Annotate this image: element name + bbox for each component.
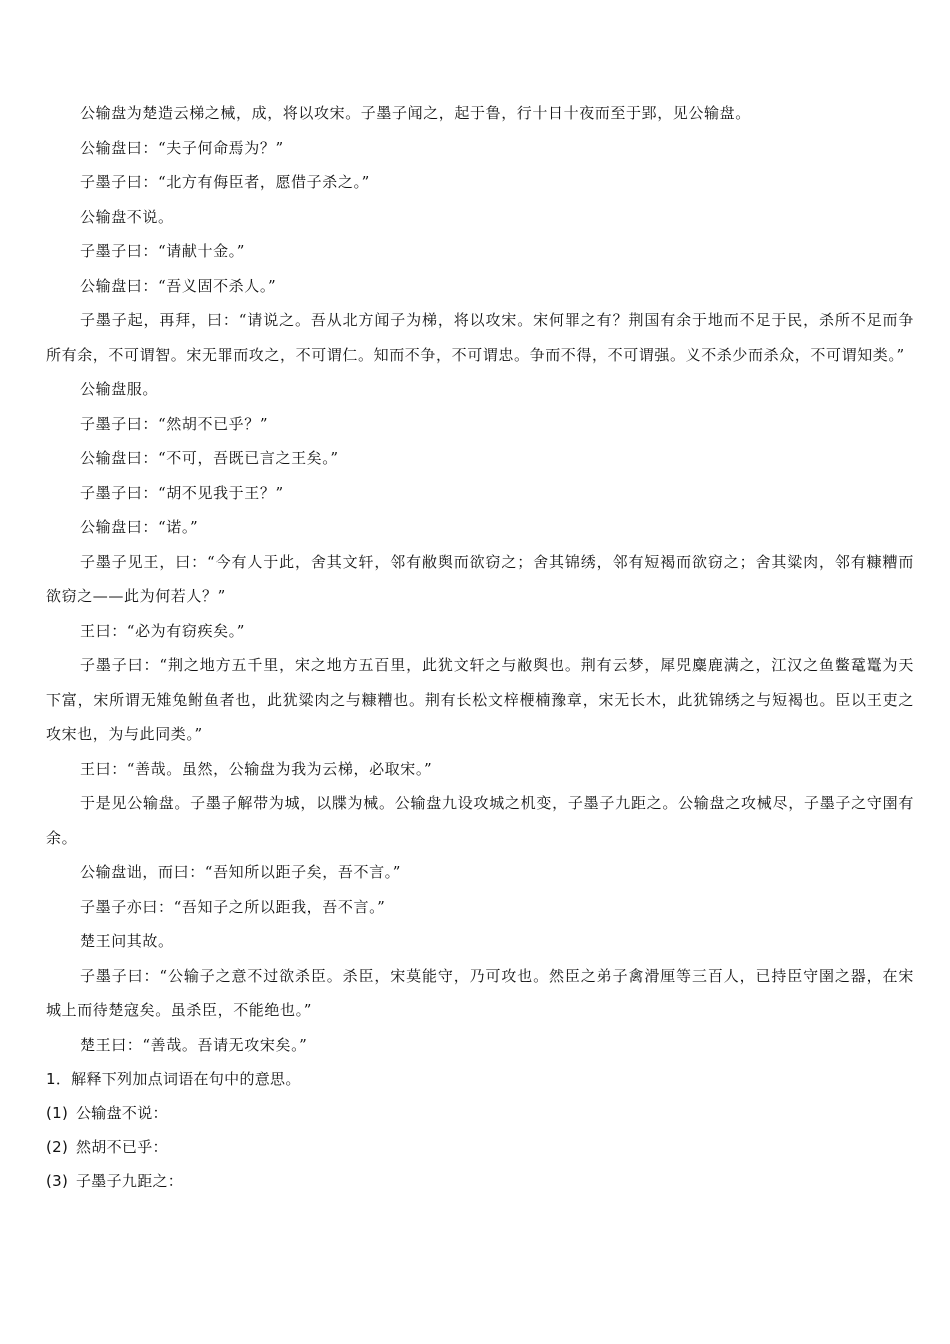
passage-paragraph: 公输盘曰：“夫子何命焉为？” [80,138,284,157]
document-page [46,96,914,1198]
passage-paragraph: 公输盘不说。 [80,207,174,226]
question-item-text: 然胡不已乎： [76,1138,168,1156]
passage-paragraph: 公输盘服。 [80,380,159,398]
question-title: 1．解释下列加点词语在句中的意思。 [46,1070,301,1088]
passage-paragraph: 楚王问其故。 [80,932,174,950]
passage-paragraph: 于是见公输盘。子墨子解带为城，以牒为械。公输盘九设攻城之机变，子墨子九距之。公输盘之攻械尽，子墨子之守圉有余。 [46,794,914,847]
question-item [46,1164,914,1198]
question-item-number: (1) [46,1104,69,1122]
question-item-number: (2) [46,1138,69,1156]
question-item [46,1130,914,1164]
passage-paragraph: 子墨子曰：“北方有侮臣者，愿借子杀之。” [80,173,370,191]
question-item-number: (3) [46,1172,69,1190]
passage-paragraph: 子墨子曰：“荆之地方五千里，宋之地方五百里，此犹文轩之与敝舆也。荆有云梦，犀兕麋鹿满之，江汉之鱼鳖鼋鼍为天下富，宋所谓无雉兔鲋鱼者也，此犹粱肉之与糠糟也。荆有长松文梓楩楠豫章，宋无长木，此犹锦绣之与短褐也。臣以王吏之攻宋也，为与此同类。” [46,656,914,743]
question-section [46,1062,914,1198]
passage-paragraph: 楚王曰：“善哉。吾请无攻宋矣。” [80,1035,308,1054]
passage-paragraph: 子墨子曰：“然胡不已乎？” [80,414,269,433]
passage-paragraph: 子墨子曰：“公输子之意不过欲杀臣。杀臣，宋莫能守，乃可攻也。然臣之弟子禽滑厘等三百人，已持臣守圉之器，在宋城上而待楚寇矣。虽杀臣，不能绝也。” [46,966,914,1019]
passage-paragraph: 公输盘曰：“不可，吾既已言之王矣。” [80,449,339,467]
passage-paragraph: 公输盘曰：“诺。” [80,518,199,536]
passage-paragraph: 子墨子曰：“胡不见我于王？” [80,483,284,502]
question-item [46,1096,914,1130]
passage-paragraph: 公输盘诎，而曰：“吾知所以距子矣，吾不言。” [80,863,402,881]
passage-paragraph: 王曰：“必为有窃疾矣。” [80,621,246,640]
passage-paragraph: 子墨子见王，曰：“今有人于此，舍其文轩，邻有敝舆而欲窃之；舍其锦绣，邻有短褐而欲窃之；舍其粱肉，邻有糠糟而欲窃之——此为何若人？” [46,552,914,605]
passage-paragraph: 子墨子曰：“请献十金。” [80,242,246,260]
question-item-text: 子墨子九距之： [76,1172,184,1190]
passage-paragraph: 公输盘为楚造云梯之械，成，将以攻宋。子墨子闻之，起于鲁，行十日十夜而至于郢，见公输盘。 [80,104,751,122]
passage-paragraph: 子墨子亦曰：“吾知子之所以距我，吾不言。” [80,897,386,916]
passage [46,96,914,1062]
question-item-text: 公输盘不说： [76,1104,168,1122]
passage-paragraph: 王曰：“善哉。虽然，公输盘为我为云梯，必取宋。” [80,759,433,778]
passage-paragraph: 公输盘曰：“吾义固不杀人。” [80,276,277,295]
passage-paragraph: 子墨子起，再拜，曰：“请说之。吾从北方闻子为梯，将以攻宋。宋何罪之有？荆国有余于地而不足于民，杀所不足而争所有余，不可谓智。宋无罪而攻之，不可谓仁。知而不争，不可谓忠。争而不得，不可谓强。义不杀少而杀众，不可谓知类。” [46,311,914,364]
